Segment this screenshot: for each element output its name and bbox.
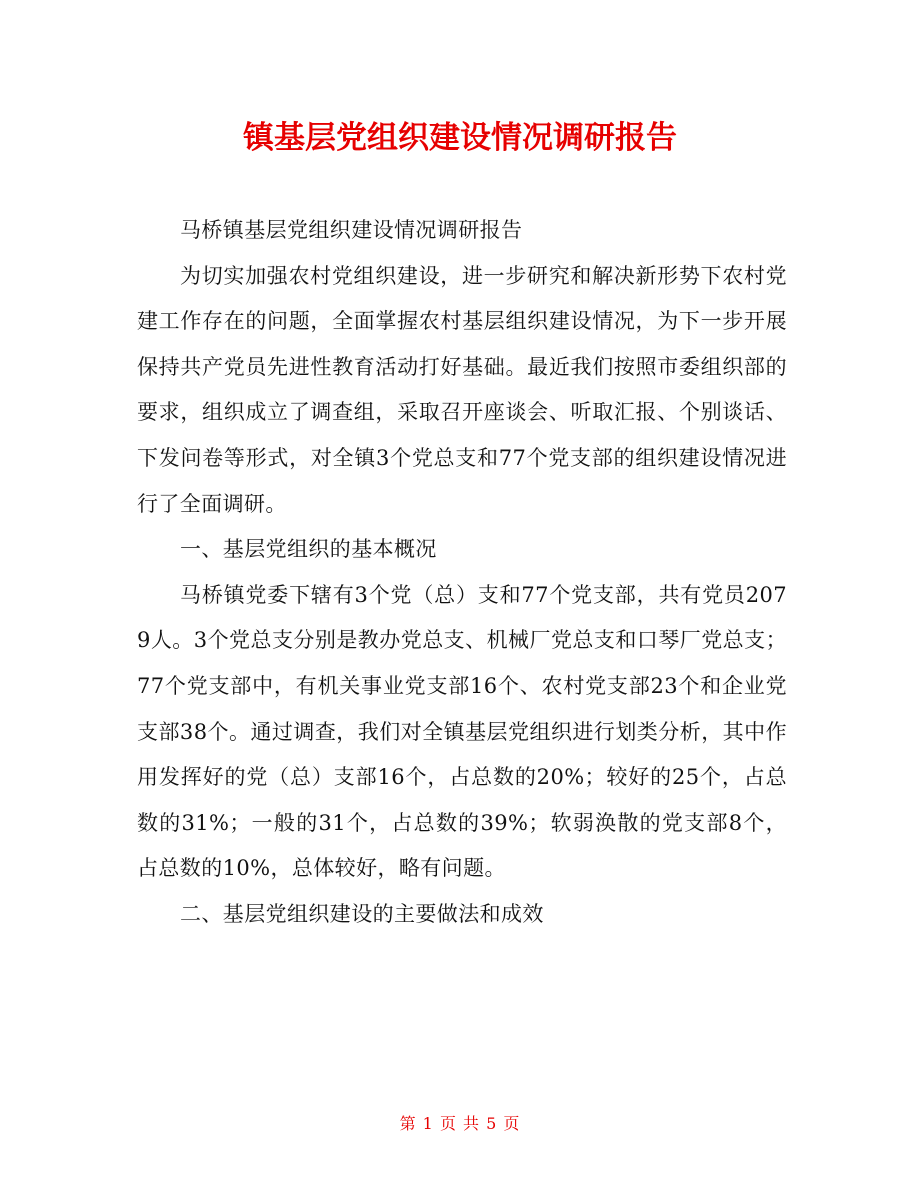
intro-paragraph: 为切实加强农村党组织建设，进一步研究和解决新形势下农村党建工作存在的问题，全面掌握农村基层组织建设情况，为下一步开展保持共产党员先进性教育活动打好基础。最近我们按照市委组织部的要求，组织成立了调查组，采取召开座谈会、听取汇报、个别谈话、下发问卷等形式，对全镇3个党总支和77个党支部的组织建设情况进行了全面调研。 [137,263,787,516]
subtitle-paragraph: 马桥镇基层党组织建设情况调研报告 [180,218,523,242]
page-title: 镇基层党组织建设情况调研报告 [243,120,677,156]
section-heading-2: 二、基层党组织建设的主要做法和成效 [180,901,544,926]
section-heading-1: 一、基层党组织的基本概况 [180,537,437,562]
overview-paragraph: 马桥镇党委下辖有3个党（总）支和77个党支部，共有党员2079人。3个党总支分别是教办党总支、机械厂党总支和口琴厂党总支；77个党支部中，有机关事业党支部16个、农村党支部23个和企业党支部38个。通过调查，我们对全镇基层党组织进行划类分析，其中作用发挥好的党（总）支部16个，占总数的20%；较好的25个，占总数的31%；一般的31个，占总数的39%；软弱涣散的党支部8个，占总数的10%，总体较好，略有问题。 [137,582,787,881]
page-footer: 第 1 页 共 5 页 [399,1114,521,1133]
document-body [137,208,787,938]
